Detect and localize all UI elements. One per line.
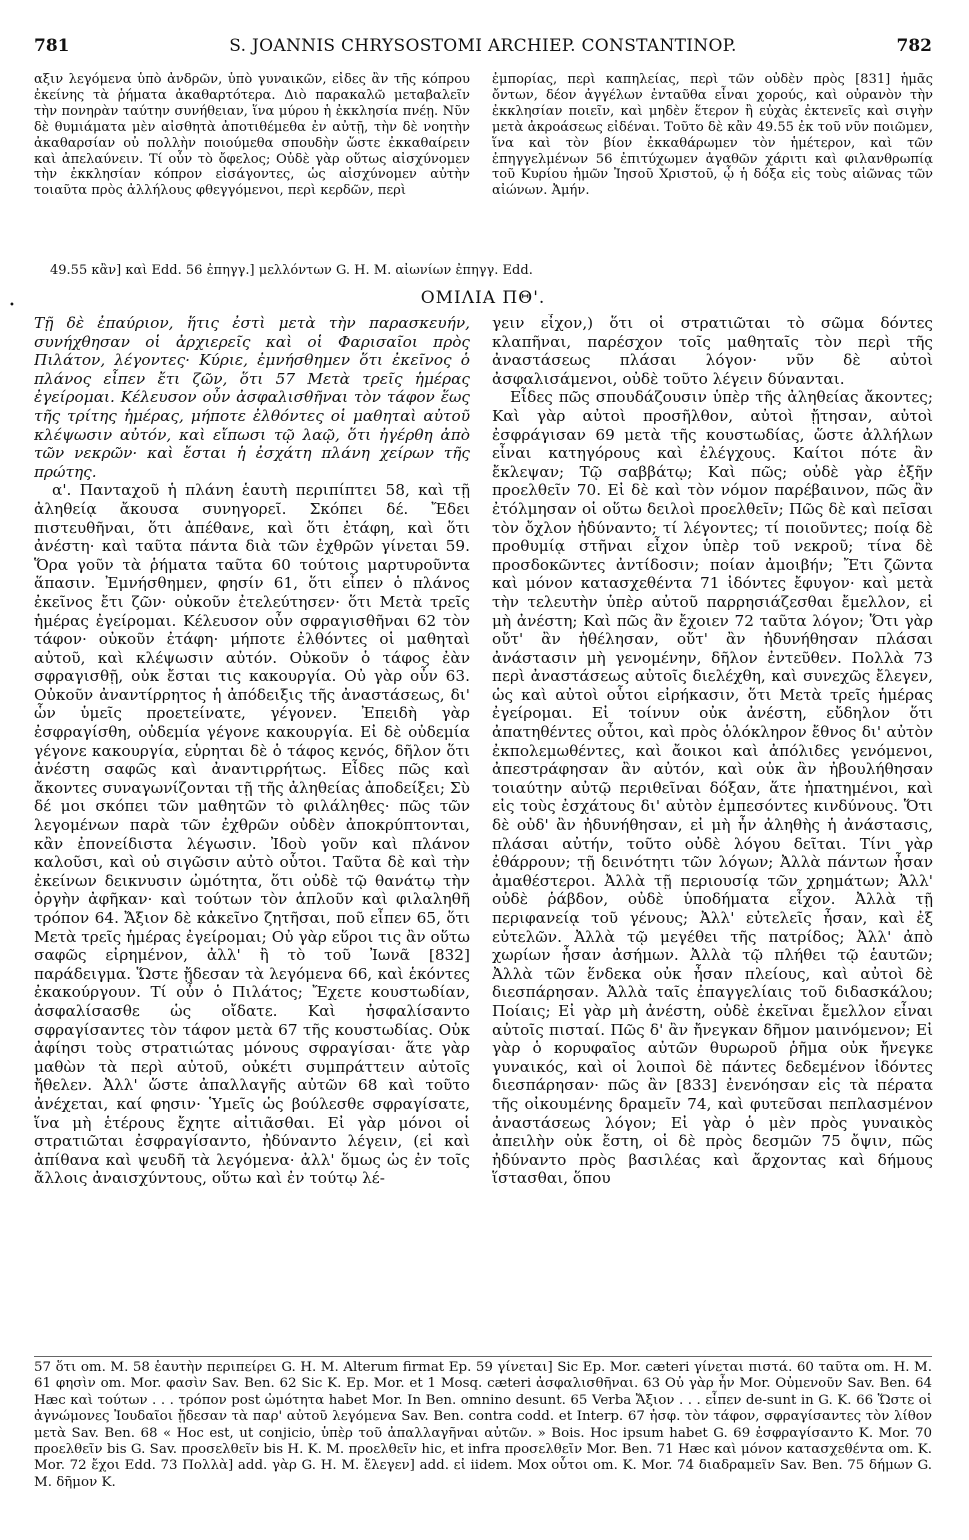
main-right-paragraph-2: Εἶδες πῶς σπουδάζουσιν ὑπὲρ τῆς ἀληθείας ἄκοντες; Καὶ γὰρ αὐτοὶ προσῆλθον, αὐτοὶ ᾔτησαν, αὐτοὶ ἐσφράγισαν 69 μετὰ τῆς κουστωδίας, ὥστε ἀλλήλων εἶναι κατηγόρους καὶ ἐλέγχους. Καίτοι πότε ἂν ἔκλεψαν; Τῷ σαββάτῳ; Καὶ πῶς; οὐδὲ γὰρ ἐξῆν προελθεῖν 70. Εἰ δὲ καὶ τὸν νόμον παρέβαινον, πῶς ἂν ἐτόλμησαν οἱ οὕτω δειλοὶ προελθεῖν; Πῶς δὲ καὶ πεῖσαι τὸν ὄχλον ἠδύναντο; τί λέγοντες; τί ποιοῦντες; ποίᾳ δὲ προθυμίᾳ στῆναι εἶχον ὑπὲρ τοῦ νεκροῦ; τίνα δὲ προσδοκῶντες ἀντίδοσιν; ποίαν ἀμοιβήν; Ἔτι ζῶντα καὶ μόνον κατασχεθέντα 71 ἰδόντες ἔφυγον· καὶ μετὰ τὴν τελευτὴν ὑπὲρ αὐτοῦ παρρησιάζεσθαι ἔμελλον, εἰ μὴ ἀνέστη; Καὶ πῶς ἂν ἔχοιεν 72 ταῦτα λόγον; Ὅτι γὰρ οὔτ' ἂν ἠθέλησαν, οὔτ' ἂν ἠδυνήθησαν πλάσαι ἀνάστασιν μὴ γενομένην, δῆλον ἐντεῦθεν. Πολλὰ 73 περὶ ἀναστάσεως αὐτοῖς διελέχθη, καὶ συνεχῶς ἔλεγεν, ὡς καὶ αὐτοὶ οὗτοι εἰρήκασιν, ὅτι Μετὰ τρεῖς ἡμέρας ἐγείρομαι. Εἰ τοίνυν οὐκ ἀνέστη, εὔδηλον ὅτι ἀπατηθέντες οὗτοι, καὶ πρὸς ὁλόκληρον ἔθνος δι' αὐτὸν ἐκπολεμωθέντες, καὶ ἄοικοι καὶ ἀπόλιδες γενόμενοι, ἀπεστράφησαν ἂν αὐτόν, καὶ οὐκ ἂν ἠβουλήθησαν τοιαύτην αὐτῷ περιθεῖναι δόξαν, ἅτε ἠπατημένοι, καὶ εἰς τοὺς ἐσχάτους δι' αὐτὸν ἐμπεσόντες κινδύνους. Ὅτι δὲ οὐδ' ἂν ἠδυνήθησαν, εἰ μὴ ἦν ἀληθὴς ἡ ἀνάστασις, πλάσαι αὐτήν, τοῦτο οὐδὲ λόγου δεῖται. Τίνι γὰρ ἐθάρρουν; τῇ δεινότητι τῶν λόγων; Ἀλλὰ πάντων ἦσαν ἀμαθέστεροι. Ἀλλὰ τῇ περιουσίᾳ τῶν χρημάτων; Ἀλλ' οὐδὲ ῥάβδον, οὐδὲ ὑποδήματα εἶχον. Ἀλλὰ τῇ περιφανείᾳ τοῦ γένους; Ἀλλ' εὐτελεῖς ἦσαν, καὶ ἐξ εὐτελῶν. Ἀλλὰ τῷ μεγέθει τῆς πατρίδος; Ἀλλ' ἀπὸ χωρίων ἦσαν ἀσήμων. Ἀλλὰ τῷ πλήθει τῷ ἑαυτῶν; Ἀλλὰ τῶν ἕνδεκα οὐκ ἦσαν πλείους, καὶ αὐτοὶ δὲ διεσπάρησαν. Ἀλλὰ ταῖς ἐπαγγελίαις τοῦ διδασκάλου; Ποίαις; Εἰ γὰρ μὴ ἀνέστη, οὐδὲ ἐκεῖναι ἔμελλον εἶναι αὐτοῖς πισταί. Πῶς δ' ἂν ἤνεγκαν δῆμον μαινόμενον; Εἰ γὰρ ὁ κορυφαῖος αὐτῶν θυρωροῦ ῥῆμα οὐκ ἤνεγκε γυναικός, καὶ οἱ λοιποὶ δὲ πάντες δεδεμένον ἰδόντες διεσπάρησαν· πῶς ἂν [833] ἐνενόησαν εἰς τὰ πέρατα τῆς οἰκουμένης δραμεῖν 74, καὶ φυτεῦσαι πεπλασμένον ἀναστάσεως λόγον; Εἰ γὰρ ὁ μὲν πρὸς γυναικὸς ἀπειλὴν οὐκ ἔστη, οἱ δὲ πρὸς δεσμῶν 75 ὄψιν, πῶς ἠδύναντο πρὸς βασιλέας καὶ ἄρχοντας καὶ δήμους ἵστασθαι, ὅπου [492, 388, 933, 1188]
footnotes-bottom: 57 ὅτι om. M. 58 ἑαυτὴν περιπείρει G. H. M. Alterum firmat Ep. 59 γίνεται] Sic Ep. Mor. cæteri γίνεται πιστά. 60 ταῦτα om. H. M. 61 φησὶν om. Mor. φασὶν Sav. Ben. 62 Sic K. Ep. Mor. et 1 Mosq. cæteri ἀσφαλισθῆναι. 63 Οὐ γὰρ ἦν Mor. Οὐμενοῦν Sav. Ben. 64 Hæc καὶ τούτων . . . τρόπον post ὠμότητα habet Mor. In Ben. omnino desunt. 65 Verba Ἄξιον . . . εἶπεν de-sunt in G. K. 66 Ὥστε οἱ ἀγνώμονες Ἰουδαῖοι ᾔδεσαν τὰ παρ' αὐτοῦ λεγόμενα Sav. Ben. contra codd. et Interp. 67 ἠσφ. τὸν τάφον, σφραγίσαντες τὸν λίθον μετὰ Sav. Ben. 68 « Hoc est, ut conjicio, ὑπὲρ τοῦ ἀπαλλαγῆναι αὐτῶν. » Bois. Hoc ipsum habet G. 69 ἐσφραγίσαντο K. Mor. 70 προελθεῖν bis G. Sav. προσελθεῖν bis H. K. M. προελθεῖν hic, et infra προσελθεῖν Mor. Ben. 71 Hæc καὶ μόνον κατασχεθέντα om. K. Mor. 72 ἔχοι Edd. 73 Πολλὰ] add. γὰρ G. H. M. ἔλεγεν] add. εἰ iidem. Mox οὗτοι om. K. Mor. 74 διαδραμεῖν Sav. Ben. 75 δήμων G. M. δῆμον K. [34, 1360, 932, 1490]
top-left-text: αξιν λεγόμενα ὑπὸ ἀνδρῶν, ὑπὸ γυναικῶν, εἶδες ἂν τῆς κόπρου ἐκείνης τὰ ῥήματα ἀκαθαρτότερα. Διὸ παρακαλῶ μεταβαλεῖν τὴν πονηρὰν ταύτην συνήθειαν, ἵνα μύρου ἡ ἐκκλησία πνέῃ. Νῦν δὲ θυμιάματα μὲν αἰσθητὰ ἀποτιθέμεθα ἐν αὐτῇ, τὴν δὲ νοητὴν ἀκαθαρσίαν οὐ πολλὴν ποιούμεθα σπουδὴν ὥστε ἐκκαθαίρειν καὶ ἀπελαύνειν. Τί οὖν τὸ ὄφελος; Οὐδὲ γὰρ οὕτως αἰσχύνομεν τὴν ἐκκλησίαν κόπρον εἰσάγοντες, ὡς αἰσχύνομεν αὐτὴν τοιαῦτα πρὸς ἀλλήλους φθεγγόμενοι, περὶ κερδῶν, περὶ [34, 72, 470, 199]
top-right-text: ἐμπορίας, περὶ καπηλείας, περὶ τῶν οὐδὲν πρὸς [831] ἡμᾶς ὄντων, δέον ἀγγέλων ἐνταῦθα εἶναι χορούς, καὶ οὐρανὸν τὴν ἐκκλησίαν ποιεῖν, καὶ μηδὲν ἕτερον ἢ εὐχὰς ἐκτενεῖς καὶ σιγὴν μετὰ ἀκροάσεως εἰδέναι. Τοῦτο δὲ κἂν 49.55 ἐκ τοῦ νῦν ποιῶμεν, ἵνα καὶ τὸν βίον ἐκκαθάρωμεν τὸν ἡμέτερον, καὶ τῶν ἐπηγγελμένων 56 ἐπιτύχωμεν ἀγαθῶν χάριτι καὶ φιλανθρωπίᾳ τοῦ Κυρίου ἡμῶν Ἰησοῦ Χριστοῦ, ᾧ ἡ δόξα εἰς τοὺς αἰῶνας τῶν αἰώνων. Ἀμήν. [492, 72, 933, 199]
margin-bullet: • [9, 300, 15, 311]
top-left-column [34, 72, 470, 258]
running-title: S. JOANNIS CHRYSOSTOMI ARCHIEP. CONSTANTINOP. [229, 36, 737, 56]
footnotes-top: 49.55 κἂν] καὶ Edd. 56 ἐπηγγ.] μελλόντων G. H. M. αἰωνίων ἐπηγγ. Edd. [50, 263, 533, 278]
top-right-column [492, 72, 933, 258]
main-right-paragraph-1: γειν εἶχον,) ὅτι οἱ στρατιῶται τὸ σῶμα δόντες κλαπῆναι, παρέσχον τοῖς μαθηταῖς τὸν περὶ τῆς ἀναστάσεως πλάσαι λόγον· νῦν δὲ αὐτοὶ ἀσφαλισάμενοι, οὐδὲ τοῦτο λέγειν δύνανται. [492, 314, 933, 388]
scripture-lemma: Τῇ δὲ ἐπαύριον, ἥτις ἐστὶ μετὰ τὴν παρασκευήν, συνήχθησαν οἱ ἀρχιερεῖς καὶ οἱ Φαρισαῖοι πρὸς Πιλάτον, λέγοντες· Κύριε, ἐμνήσθημεν ὅτι ἐκεῖνος ὁ πλάνος εἶπεν ἔτι ζῶν, ὅτι 57 Μετὰ τρεῖς ἡμέρας ἐγείρομαι. Κέλευσον οὖν ἀσφαλισθῆναι τὸν τάφον ἕως τῆς τρίτης ἡμέρας, μήποτε ἐλθόντες οἱ μαθηταὶ αὐτοῦ κλέψωσιν αὐτόν, καὶ εἴπωσι τῷ λαῷ, ὅτι ἠγέρθη ἀπὸ τῶν νεκρῶν· καὶ ἔσται ἡ ἐσχάτη πλάνη χείρων τῆς πρώτης. [34, 314, 470, 481]
main-right-column [492, 314, 933, 1349]
page-header [34, 36, 932, 60]
page-number-right: 782 [896, 36, 932, 56]
page-number-left: 781 [34, 36, 70, 56]
footnote-divider [34, 1356, 932, 1357]
homily-title: ΟΜΙΛΙΑ ΠΘ'. [420, 288, 546, 308]
main-left-column [34, 314, 470, 1349]
main-left-body: α'. Πανταχοῦ ἡ πλάνη ἑαυτὴ περιπίπτει 58, καὶ τῇ ἀληθείᾳ ἄκουσα συνηγορεῖ. Σκόπει δέ. Ἔδει πιστευθῆναι, ὅτι ἀπέθανε, καὶ ὅτι ἐτάφη, καὶ ὅτι ἀνέστη· καὶ ταῦτα πάντα διὰ τῶν ἐχθρῶν γίνεται 59. Ὅρα γοῦν τὰ ῥήματα ταῦτα 60 τούτοις μαρτυροῦντα ἅπασιν. Ἐμνήσθημεν, φησίν 61, ὅτι εἶπεν ὁ πλάνος ἐκεῖνος ἔτι ζῶν· οὐκοῦν ἐτελεύτησεν· ὅτι Μετὰ τρεῖς ἡμέρας ἐγείρομαι. Κέλευσον οὖν σφραγισθῆναι 62 τὸν τάφον· οὐκοῦν ἐτάφη· μήποτε ἐλθόντες οἱ μαθηταὶ αὐτοῦ, καὶ κλέψωσιν αὐτόν. Οὐκοῦν ὁ τάφος ἐὰν σφραγισθῇ, οὐκ ἔσται τις κακουργία. Οὐ γὰρ οὖν 63. Οὐκοῦν ἀναντίρρητος ἡ ἀπόδειξις τῆς ἀναστάσεως, δι' ὧν ὑμεῖς προετείνατε, γέγονεν. Ἐπειδὴ γὰρ ἐσφραγίσθη, οὐδεμία γέγονε κακουργία. Εἰ δὲ οὐδεμία γέγονε κακουργία, εὑρηται δὲ ὁ τάφος κενός, δῆλον ὅτι ἀνέστη σαφῶς καὶ ἀναντιρρήτως. Εἶδες πῶς καὶ ἄκοντες συναγωνίζονται τῇ τῆς ἀληθείας ἀποδείξει; Σὺ δέ μοι σκόπει τῶν μαθητῶν τὸ φιλάληθες· πῶς τῶν λεγομένων παρὰ τῶν ἐχθρῶν οὐδὲν ἀποκρύπτονται, κἂν ἐπονείδιστα λέγωσιν. Ἰδοὺ γοῦν καὶ πλάνον καλοῦσι, καὶ οὐ σιγῶσιν αὐτὸ οὗτοι. Ταῦτα δὲ καὶ τὴν ἐκείνων δεικνυσιν ὠμότητα, ὅτι οὐδὲ τῷ θανάτῳ τὴν ὀργὴν ἀφῆκαν· καὶ τούτων τὸν ἁπλοῦν καὶ φιλαληθῆ τρόπον 64. Ἄξιον δὲ κἀκεῖνο ζητῆσαι, ποῦ εἶπεν 65, ὅτι Μετὰ τρεῖς ἡμέρας ἐγείρομαι; Οὐ γὰρ εὕροι τις ἂν οὕτω σαφῶς εἰρημένον, ἀλλ' ἢ τὸ τοῦ Ἰωνᾶ [832] παράδειγμα. Ὥστε ᾔδεσαν τὰ λεγόμενα 66, καὶ ἑκόντες ἐκακούργουν. Τί οὖν ὁ Πιλάτος; Ἔχετε κουστωδίαν, ἀσφαλίσασθε ὡς οἴδατε. Καὶ ἠσφαλίσαντο σφραγίσαντες τὸν τάφον μετὰ 67 τῆς κουστωδίας. Οὐκ ἀφίησι τοὺς στρατιώτας μόνους σφραγίσαι· ἅτε γὰρ μαθὼν τὰ περὶ αὐτοῦ, οὐκέτι συμπράττειν αὐτοῖς ἤθελεν. Ἀλλ' ὥστε ἀπαλλαγῆς αὐτῶν 68 καὶ τοῦτο ἀνέχεται, καί φησιν· Ὑμεῖς ὡς βούλεσθε σφραγίσατε, ἵνα μὴ ἑτέρους ἔχητε αἰτιᾶσθαι. Εἰ γὰρ μόνοι οἱ στρατιῶται ἐσφραγίσαντο, ἠδύναντο λέγειν, (εἰ καὶ ἀπίθανα καὶ ψευδῆ τὰ λεγόμενα· ἀλλ' ὅμως ὡς ἐν τοῖς ἄλλοις ἀναισχύντους, οὕτω καὶ ἐν τούτῳ λέ- [34, 481, 470, 1188]
